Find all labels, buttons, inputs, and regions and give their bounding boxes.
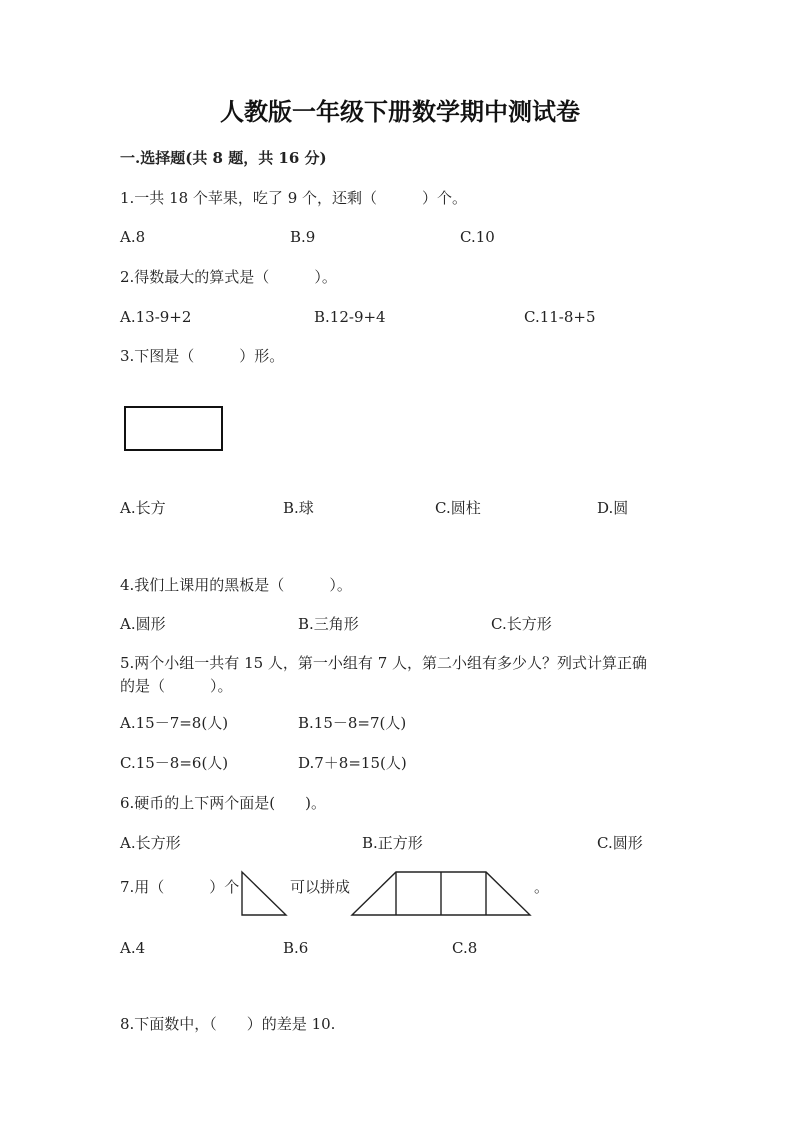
question-3-stem: 3.下图是（ ）形。 bbox=[120, 347, 285, 365]
question-1-option-c: C.10 bbox=[460, 228, 495, 246]
question-7-option-b: B.6 bbox=[283, 939, 309, 957]
trapezoid-figure bbox=[350, 870, 534, 918]
question-5-stem-line2: 的是（ ）。 bbox=[120, 677, 233, 695]
question-2-option-b: B.12-9+4 bbox=[314, 308, 386, 326]
question-7-stem-part1: 7.用（ ）个 bbox=[120, 878, 240, 896]
question-1-option-b: B.9 bbox=[290, 228, 316, 246]
question-3-option-a: A.长方 bbox=[120, 499, 166, 517]
question-5-option-b: B.15－8=7(人) bbox=[298, 714, 407, 732]
question-3-option-d: D.圆 bbox=[597, 499, 629, 517]
question-5-option-a: A.15－7=8(人) bbox=[120, 714, 229, 732]
page-title: 人教版一年级下册数学期中测试卷 bbox=[220, 97, 580, 126]
question-5-option-d: D.7＋8=15(人) bbox=[298, 754, 407, 772]
right-triangle-figure bbox=[240, 870, 290, 918]
question-1-option-a: A.8 bbox=[120, 228, 146, 246]
question-7-stem-part2: 可以拼成 bbox=[290, 878, 351, 896]
question-1-stem: 1.一共 18 个苹果，吃了 9 个，还剩（ ）个。 bbox=[120, 189, 468, 207]
question-7-option-a: A.4 bbox=[120, 939, 146, 957]
question-6-option-a: A.长方形 bbox=[120, 834, 181, 852]
question-6-option-c: C.圆形 bbox=[597, 834, 643, 852]
question-2-stem: 2.得数最大的算式是（ ）。 bbox=[120, 268, 337, 286]
question-5-stem-line1: 5.两个小组一共有 15 人，第一小组有 7 人，第二小组有多少人？列式计算正确 bbox=[120, 654, 648, 672]
question-4-stem: 4.我们上课用的黑板是（ ）。 bbox=[120, 576, 352, 594]
question-3-option-c: C.圆柱 bbox=[435, 499, 481, 517]
question-7-option-c: C.8 bbox=[452, 939, 478, 957]
question-3-option-b: B.球 bbox=[283, 499, 314, 517]
question-7-stem-part3: 。 bbox=[534, 878, 550, 896]
question-5-option-c: C.15－8=6(人) bbox=[120, 754, 229, 772]
section-header: 一.选择题(共 8 题，共 16 分) bbox=[120, 149, 327, 167]
question-2-option-a: A.13-9+2 bbox=[120, 308, 192, 326]
question-4-option-b: B.三角形 bbox=[298, 615, 359, 633]
question-4-option-c: C.长方形 bbox=[491, 615, 552, 633]
rectangle-figure bbox=[124, 406, 224, 452]
question-6-option-b: B.正方形 bbox=[362, 834, 423, 852]
question-2-option-c: C.11-8+5 bbox=[524, 308, 596, 326]
question-6-stem: 6.硬币的上下两个面是( )。 bbox=[120, 794, 327, 812]
question-4-option-a: A.圆形 bbox=[120, 615, 166, 633]
question-8-stem: 8.下面数中，（ ）的差是 10. bbox=[120, 1015, 336, 1033]
